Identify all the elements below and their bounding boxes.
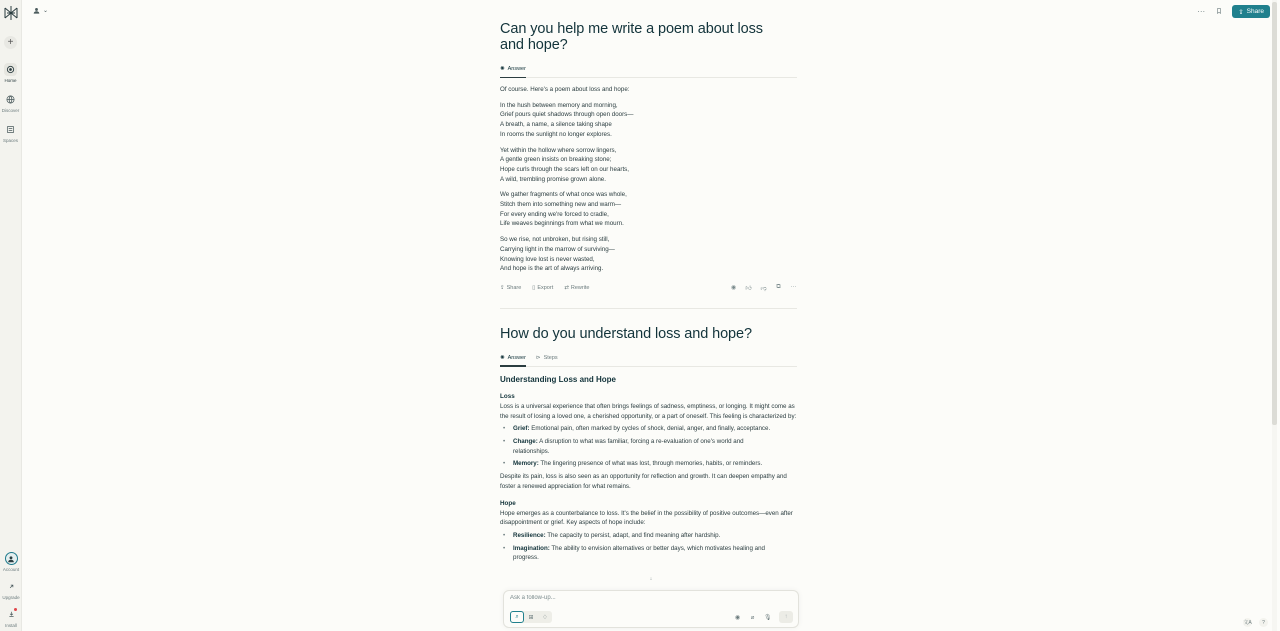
question-title: Can you help me write a poem about loss and hope? (500, 21, 763, 53)
user-icon (33, 7, 40, 14)
answer-actions (500, 282, 797, 294)
answer-heading: Understanding Loss and Hope (500, 374, 617, 384)
sidebar-item-account[interactable] (0, 552, 22, 572)
sidebar-item-upgrade[interactable] (0, 580, 22, 600)
new-thread-button[interactable]: + (4, 36, 17, 49)
translate-icon[interactable]: 文A (1243, 620, 1252, 626)
research-icon: ⊞ (528, 614, 534, 621)
sidebar-item-label: Discover (1, 108, 20, 113)
share-button[interactable] (1232, 5, 1270, 18)
section-paragraph: Loss is a universal experience that often brings feelings of sadness, emptiness, or longing. It might come as the result of losing a loved one, a cherished opportunity, or a part of oneself. This feeling is characterized by: (500, 402, 797, 420)
spaces-icon (4, 123, 17, 136)
thread-toolbar (1196, 5, 1270, 18)
sidebar-item-label: Account (2, 567, 20, 572)
poem-stanza: Yet within the hollow where sorrow lingers, A gentle green insists on breaking stone; Hope curls through the scars left on our hearts, A wild, trembling promise grown alone. (500, 146, 629, 183)
answer-tabs (500, 63, 797, 78)
mode-research[interactable] (524, 611, 538, 623)
sidebar-item-spaces[interactable] (0, 123, 22, 143)
more-options-icon[interactable]: ··· (1197, 7, 1206, 16)
poem-stanza: We gather fragments of what once was whole, Stitch them into something new and warm— For every ending we're forced to cradle, Life weaves beginnings from what we mourn. (500, 191, 627, 228)
sidebar (0, 0, 22, 631)
steps-icon: ⊳ (535, 354, 541, 361)
poem-stanza: In the hush between memory and morning, Grief pours quiet shadows through open doors— A breath, a name, a silence taking shape In rooms the sunlight no longer explores. (500, 101, 634, 138)
share-answer-button[interactable]: ⇪ Share (500, 284, 522, 291)
globe-icon (4, 93, 17, 106)
globe-icon[interactable]: ◉ (734, 614, 741, 621)
thread-content (500, 0, 797, 563)
mode-labs[interactable] (538, 611, 552, 623)
share-label: Share (1246, 8, 1264, 15)
list-item: • Imagination: The ability to envision alternatives or better days, which motivates healing and progress. (500, 544, 797, 563)
question-title: How do you understand loss and hope? (500, 325, 752, 342)
followup-box (503, 590, 799, 628)
arrow-up-icon: ↑ (784, 614, 788, 620)
more-options-icon[interactable]: ··· (790, 283, 797, 290)
tab-answer[interactable]: ✺ Answer (500, 352, 526, 364)
section-heading-hope: Hope (500, 499, 516, 507)
user-menu[interactable] (33, 7, 48, 14)
bookmark-icon[interactable] (1214, 7, 1224, 16)
scroll-to-bottom-button[interactable]: ↓ (647, 575, 655, 583)
answer-icon: ✺ (500, 66, 505, 72)
logo-icon[interactable] (3, 5, 19, 21)
tab-steps[interactable]: ⊳ Steps (535, 354, 558, 361)
tab-answer[interactable]: ✺ Answer (500, 63, 526, 75)
attach-icon[interactable]: ⌀ (750, 614, 755, 621)
upgrade-icon (5, 580, 18, 593)
document-icon: ▯ (532, 284, 536, 291)
sidebar-item-label: Install (5, 623, 17, 628)
list-item: • Change: A disruption to what was familiar, forcing a re-evaluation of one's world and relationships. (500, 437, 797, 456)
lightbulb-icon: ♢ (542, 614, 548, 621)
thread-entry-1 (500, 21, 797, 309)
sidebar-item-discover[interactable] (0, 93, 22, 113)
hope-list (500, 531, 797, 563)
rewrite-icon: ⇄ (564, 284, 569, 291)
help-icon[interactable]: ? (1259, 618, 1268, 627)
answer-intro: Of course. Here's a poem about loss and hope: (500, 86, 630, 93)
sidebar-item-label: Spaces (2, 138, 18, 143)
thumbs-down-icon[interactable]: 👎︎ (760, 285, 767, 292)
home-icon (4, 63, 17, 76)
microphone-icon[interactable]: 🎙︎ (764, 614, 772, 621)
sidebar-item-install[interactable] (0, 608, 22, 628)
thumbs-up-icon[interactable]: 👍︎ (745, 285, 752, 292)
list-item: • Memory: The lingering presence of what was lost, through memories, habits, or reminders. (500, 459, 797, 469)
answer-tabs (500, 352, 797, 367)
section-heading-loss: Loss (500, 392, 515, 400)
sidebar-item-home[interactable] (0, 63, 22, 83)
notification-dot (14, 608, 17, 611)
scrollbar-thumb[interactable] (1272, 2, 1277, 425)
poem-stanza: So we rise, not unbroken, but rising still, Carrying light in the marrow of surviving— Knowing love lost is never wasted, And hope is the art of always arriving. (500, 236, 615, 273)
chevron-down-icon: ⌄ (43, 8, 49, 14)
share-icon: ⇪ (1238, 8, 1244, 16)
copy-icon[interactable]: ⧉ (776, 283, 781, 290)
thread-divider (500, 308, 797, 309)
thread-entry-2 (500, 326, 797, 563)
share-icon: ⇪ (500, 284, 505, 291)
rewrite-button[interactable]: ⇄ Rewrite (564, 284, 590, 291)
sources-icon[interactable]: ◉ (730, 284, 737, 291)
list-item: • Grief: Emotional pain, often marked by cycles of shock, denial, anger, and finally, acceptance. (500, 424, 797, 434)
search-icon: ⌕ (515, 613, 519, 620)
corner-buttons (1243, 618, 1268, 627)
followup-input[interactable] (510, 595, 790, 601)
section-paragraph: Hope emerges as a counterbalance to loss. It's the belief in the possibility of positive outcomes—even after disappointment or grief. Key aspects of hope include: (500, 509, 793, 527)
loss-list (500, 424, 797, 469)
sidebar-item-label: Home (4, 78, 17, 83)
list-item: • Resilience: The capacity to persist, adapt, and find meaning after hardship. (500, 531, 797, 541)
answer-icon: ✺ (500, 354, 505, 361)
export-button[interactable]: ▯ Export (532, 284, 554, 291)
search-mode-toggle (510, 611, 552, 623)
send-button[interactable] (779, 611, 793, 623)
sidebar-item-label: Upgrade (2, 595, 20, 600)
account-icon (5, 552, 18, 565)
mode-search[interactable] (510, 611, 524, 623)
section-paragraph: Despite its pain, loss is also seen as an opportunity for reflection and growth. It can deepen empathy and foster a renewed appreciation for what remains. (500, 473, 787, 490)
